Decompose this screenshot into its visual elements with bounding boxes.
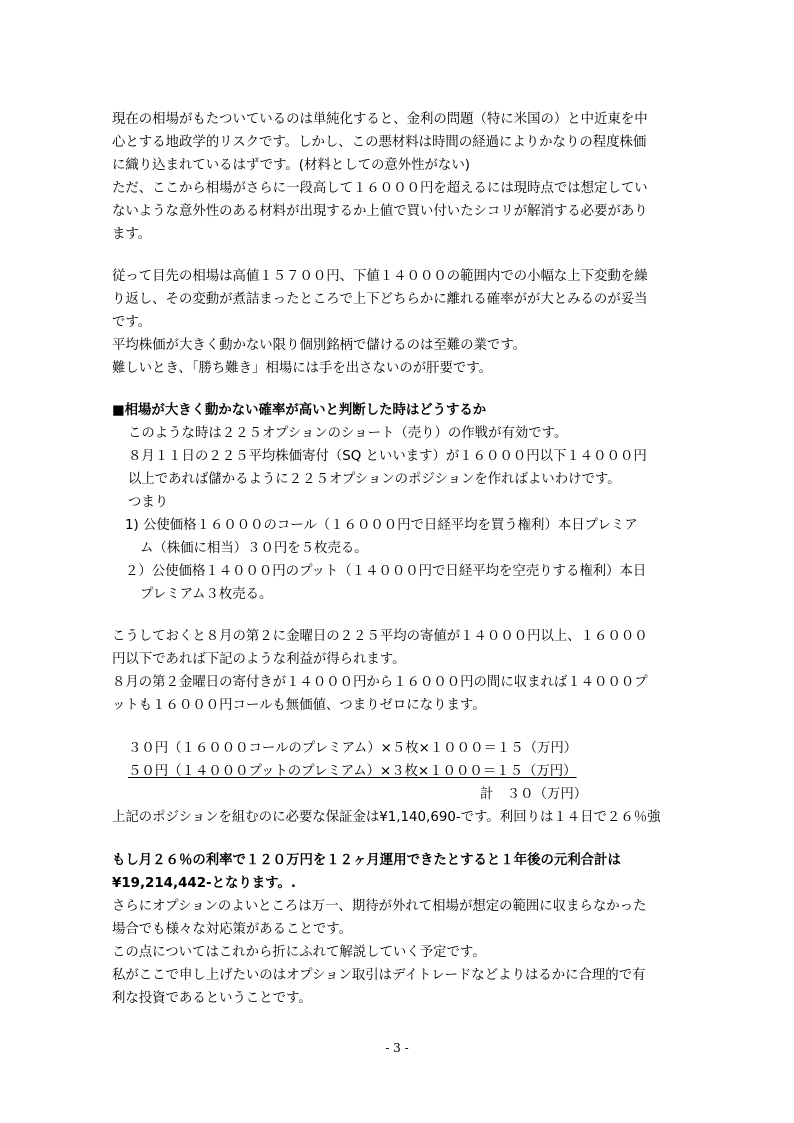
paragraph-3-line-2: 円以下であれば下記のような利益が得られます。 bbox=[112, 652, 406, 667]
paragraph-1-line-5: ないような意外性のある材料が出現するか上値で買い付いたシコリが解消する必要があり bbox=[112, 204, 648, 219]
page-number: - 3 - bbox=[385, 1041, 409, 1055]
paragraph-1-line-1: 現在の相場がもたついているのは単純化すると、金利の問題（特に米国の）と中近東を中 bbox=[112, 112, 648, 127]
paragraph-2-line-3: です。 bbox=[112, 315, 152, 330]
section-line-2: ８月１１日の２２５平均株価寄付（SQ といいます）が１６０００円以下１４０００円 bbox=[128, 449, 647, 464]
paragraph-4-line-1: さらにオプションのよいところは万一、期待が外れて相場が想定の範囲に収まらなかった bbox=[112, 899, 647, 914]
margin-requirement-line: 上記のポジションを組むのに必要な保証金は¥1,140,690-です。利回りは１４日で２６％強 bbox=[112, 810, 661, 825]
paragraph-3-line-3: ８月の第２金曜日の寄付きが１４０００円から１６０００円の間に収まれば１４０００プ bbox=[112, 675, 648, 690]
section-line-8: プレミアム３枚売る。 bbox=[140, 587, 273, 602]
paragraph-2-line-5: 難しいとき、「勝ち難き」相場には手を出さないのが肝要です。 bbox=[112, 361, 493, 376]
paragraph-3-line-1: こうしておくと８月の第２に金曜日の２２５平均の寄値が１４０００円以上、１６０００ bbox=[112, 629, 648, 644]
calc-line-2: ５０円（１４０００プットのプレミアム）×３枚×１０００＝１５（万円） bbox=[128, 764, 577, 779]
paragraph-4-line-5: 利な投資であるということです。 bbox=[112, 991, 312, 1006]
paragraph-1-line-2: 心とする地政学的リスクです。しかし、この悪材料は時間の経過によりかなりの程度株価 bbox=[112, 135, 647, 150]
section-line-6: ム（株価に相当）３０円を５枚売る。 bbox=[140, 541, 368, 556]
paragraph-4-line-4: 私がここで申し上げたいのはオプション取引はデイトレードなどよりはるかに合理的で有 bbox=[112, 968, 646, 983]
calc-line-1: ３０円（１６０００コールのプレミアム）×５枚×１０００＝１５（万円） bbox=[128, 741, 578, 756]
paragraph-1-line-4: ただ、ここから相場がさらに一段高して１６０００円を超えるには現時点では想定してい bbox=[112, 181, 648, 196]
paragraph-4-line-2: 場合でも様々な対応策があることです。 bbox=[112, 922, 352, 937]
section-line-5: 1) 公使価格１６０００のコール（１６０００円で日経平均を買う権利）本日プレミア bbox=[125, 518, 638, 533]
paragraph-3-line-4: ットも１６０００円コールも無価値、つまりゼロになります。 bbox=[112, 698, 486, 713]
section-line-4: つまり bbox=[128, 495, 169, 510]
calc-total: 計 ３０（万円） bbox=[480, 787, 588, 802]
paragraph-1-line-3: に織り込まれているはずです。(材料としての意外性がない) bbox=[112, 158, 470, 173]
paragraph-2-line-1: 従って目先の相場は高値１５７００円、下値１４０００の範囲内での小幅な上下変動を繰 bbox=[112, 269, 648, 284]
section-heading: ■相場が大きく動かない確率が高いと判断した時はどうするか bbox=[112, 403, 487, 418]
bold-statement-line-1: もし月２６％の利率で１２０万円を１２ヶ月運用できたとすると１年後の元利合計は bbox=[112, 853, 621, 868]
paragraph-2-line-2: り返し、その変動が煮詰まったところで上下どちらかに離れる確率がが大とみるのが妥当 bbox=[112, 292, 648, 307]
bold-statement-line-2: ¥19,214,442-となります。. bbox=[112, 876, 296, 891]
paragraph-1-line-6: ます。 bbox=[112, 227, 152, 242]
section-line-7: ２）公使価格１４０００円のプット（１４０００円で日経平均を空売りする権利）本日 bbox=[125, 564, 647, 579]
paragraph-4-line-3: この点についてはこれから折にふれて解説していく予定です。 bbox=[112, 945, 486, 960]
paragraph-2-line-4: 平均株価が大きく動かない限り個別銘柄で儲けるのは至難の業です。 bbox=[112, 338, 527, 353]
section-line-3: 以上であれば儲かるように２２５オプションのポジションを作ればよいわけです。 bbox=[128, 472, 621, 487]
section-line-1: このような時は２２５オプションのショート（売り）の作戦が有効です。 bbox=[128, 426, 568, 441]
